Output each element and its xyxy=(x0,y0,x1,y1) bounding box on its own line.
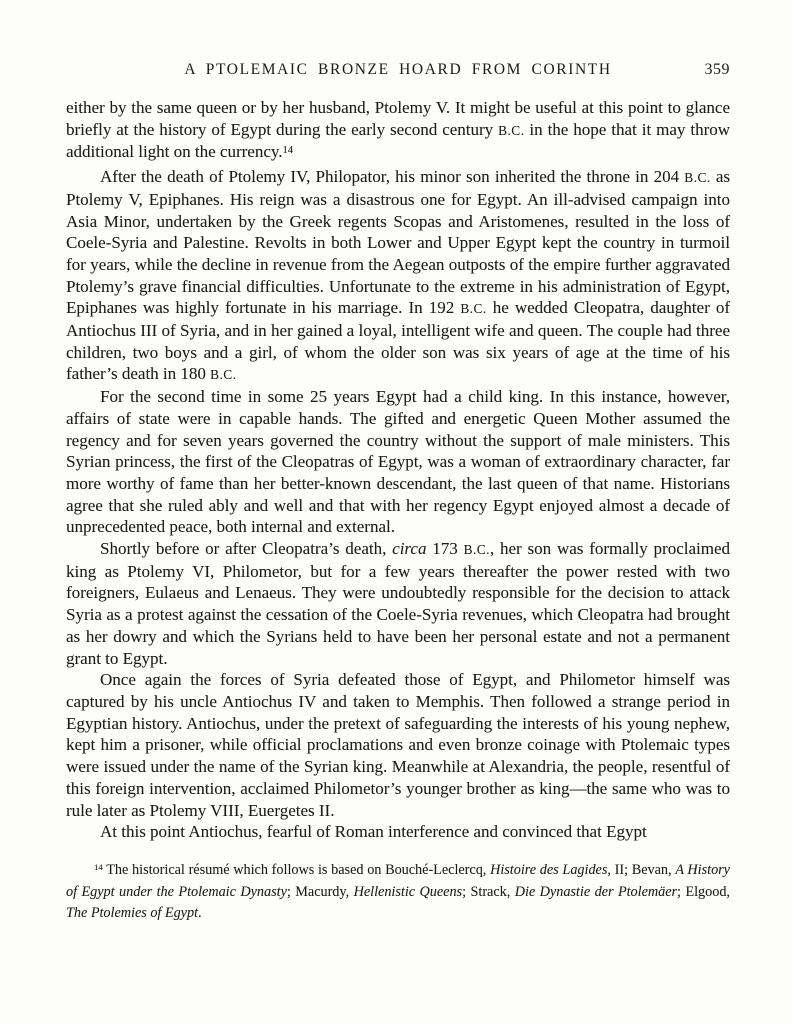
text-run: B.C. xyxy=(498,122,525,138)
footnote-marker: 14 xyxy=(94,861,103,872)
text-run: Shortly before or after Cleopatra’s death, xyxy=(100,539,393,559)
page-number: 359 xyxy=(704,61,730,78)
text-run: B.C. xyxy=(463,542,490,558)
text-run: The historical résumé which follows is based on Bouché-Leclercq, xyxy=(102,861,491,878)
text-run: in the hope that it may throw additional light on the currency. xyxy=(66,119,731,162)
page-header xyxy=(66,60,730,79)
text-run: as Ptolemy V, Epiphanes. His reign was a disastrous one for Egypt. An ill-advised campaign into Asia Minor, undertaken by the Greek regents Scopas and Aristomenes, resulted in the loss of Coele-Syria and Palestine. Revolts in both Lower and Upper Egypt kept the country in turmoil for years, while the decline in revenue from the Aegean outposts of the empire further aggravated Ptolemy’s grave financial difficulties. Unfortunate to the extreme in his administration of Egypt, Epiphanes was highly fortunate in his marriage. In 192 xyxy=(66,167,730,318)
text-run: . xyxy=(198,904,202,921)
paragraph xyxy=(66,669,730,821)
running-title: A PTOLEMAIC BRONZE HOARD FROM CORINTH xyxy=(184,61,612,78)
text-run: he wedded Cleopatra, daughter of Antiochus III of Syria, and in her gained a loyal, intelligent wife and queen. The couple had three children, two boys and a girl, of whom the older son was six years of age at the time of his father’s death in 180 xyxy=(66,298,730,384)
text-run: ; Elgood, xyxy=(677,883,730,900)
paragraph xyxy=(66,821,730,843)
text-run: ; Strack, xyxy=(462,883,515,900)
footnote-text xyxy=(66,860,730,924)
paragraph xyxy=(66,386,730,538)
text-run: Die Dynastie der Ptolemäer xyxy=(514,883,678,900)
text-run: circa xyxy=(392,539,427,559)
text-run: either by the same queen or by her husband, Ptolemy V. It might be useful at this point to glance briefly at the history of Egypt during the early second century xyxy=(66,98,730,139)
text-run: Hellenistic Queens xyxy=(353,883,463,900)
text-run: B.C. xyxy=(210,367,237,383)
text-run: At this point Antiochus, fearful of Roman interference and convinced that Egypt xyxy=(100,822,647,842)
text-run: ; Macurdy, xyxy=(286,883,354,900)
footnote xyxy=(66,860,730,924)
text-run: B.C. xyxy=(684,170,711,186)
paragraph xyxy=(66,97,730,166)
text-run: A History of Egypt under the Ptolemaic Dynasty xyxy=(66,861,730,900)
text-run: For the second time in some 25 years Egypt had a child king. In this instance, however, affairs of state were in capable hands. The gifted and energetic Queen Mother assumed the regency and for seven years governed the country without the support of male ministers. This Syrian princess, the first of the Cleopatras of Egypt, was a woman of extraordinary character, far more worthy of fame than her better-known descendant, the last queen of that name. Historians agree that she ruled ably and well and that with her regency Egypt enjoyed almost a decade of unprecedented peace, both internal and external. xyxy=(66,387,730,537)
text-run: The Ptolemies of Egypt xyxy=(66,904,198,921)
text-run: , II; Bevan, xyxy=(607,861,676,878)
text-run: 173 xyxy=(426,539,464,559)
text-run: After the death of Ptolemy IV, Philopator, his minor son inherited the throne in 204 xyxy=(100,167,685,187)
paragraph xyxy=(66,538,730,669)
text-run: , her son was formally proclaimed king as Ptolemy VI, Philometor, but for a few years thereafter the power rested with two foreigners, Eulaeus and Lenaeus. They were undoubtedly responsible for the decision to attack Syria as a protest against the cessation of the Coele-Syria revenues, which Cleopatra had brought as her dowry and which the Syrians held to have been her personal estate and not a permanent grant to Egypt. xyxy=(66,539,731,668)
text-run: Once again the forces of Syria defeated those of Egypt, and Philometor himself was captured by his uncle Antiochus IV and taken to Memphis. Then followed a strange period in Egyptian history. Antiochus, under the pretext of safeguarding the interests of his young nephew, kept him a prisoner, while official proclamations and even bronze coinage with Ptolemaic types were issued under the name of the Syrian king. Meanwhile at Alexandria, the people, resentful of this foreign intervention, acclaimed Philometor’s younger brother as king—the same who was to rule later as Ptolemy VIII, Euergetes II. xyxy=(66,670,730,820)
article-body xyxy=(66,97,730,843)
footnote-marker: 14 xyxy=(282,144,294,156)
paragraph xyxy=(66,166,730,386)
text-run: B.C. xyxy=(460,301,487,317)
text-run: Histoire des Lagides xyxy=(490,861,608,878)
